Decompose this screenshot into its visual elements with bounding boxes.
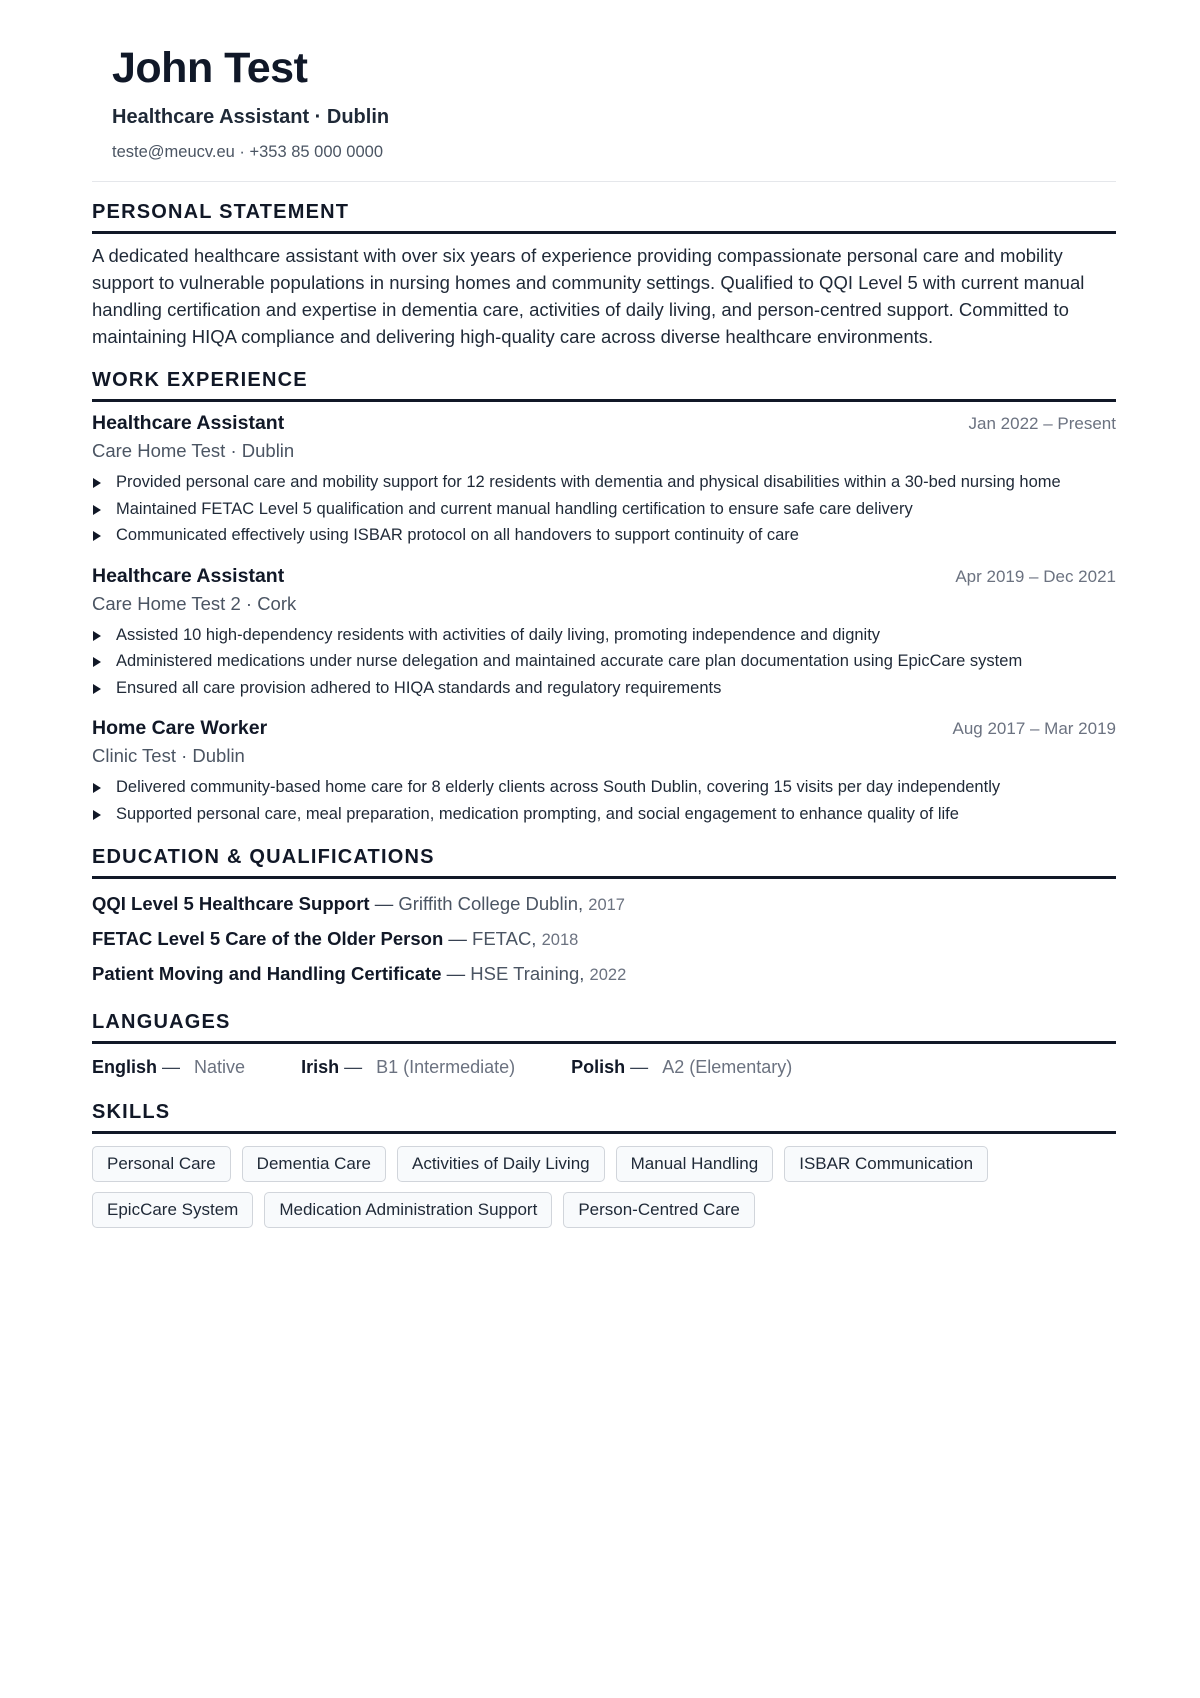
job-title: Home Care Worker (92, 717, 268, 739)
job-title: Healthcare Assistant (92, 412, 285, 434)
education-item (92, 887, 1116, 922)
bullet-text: Provided personal care and mobility support for 12 residents with dementia and physical disabilities within a 30-bed nursing home (116, 473, 1061, 491)
job-header (92, 715, 1116, 742)
job-entry (92, 715, 1116, 827)
job-header (92, 563, 1116, 590)
job-bullet (92, 774, 1116, 801)
language-item (92, 1052, 245, 1082)
skill-tag: EpicCare System (92, 1192, 253, 1228)
personal-statement-text: A dedicated healthcare assistant with over six years of experience providing compassionate personal care and mobility support to vulnerable populations in nursing homes and community settings. Qualified to QQI Level 5 with current manual handling certification and expertise in dementia care, activities of daily living, and person-centred support. Committed to maintaining HIQA compliance and delivering high-quality care across diverse healthcare environments. (92, 245, 1085, 347)
bullet-text: Delivered community-based home care for 8 elderly clients across South Dublin, covering 15 visits per day independently (116, 778, 1001, 796)
job-bullet (92, 648, 1116, 675)
qualification-year: 2018 (541, 931, 579, 949)
separator-dash: — (441, 963, 471, 984)
skill-tag: Dementia Care (242, 1146, 386, 1182)
triangle-right-icon (93, 505, 101, 515)
bullet-text: Maintained FETAC Level 5 qualification and current manual handling certification to ensure safe care delivery (116, 499, 913, 518)
language-name: Irish (301, 1057, 340, 1077)
separator-dash: — (369, 893, 399, 914)
job-dates: Aug 2017 – Mar 2019 (952, 719, 1116, 738)
language-level: Native (194, 1057, 246, 1077)
job-bullet (92, 496, 1116, 523)
section-title: EDUCATION & QUALIFICATIONS (92, 843, 1116, 879)
institution-name: Griffith College Dublin, (398, 893, 584, 914)
language-name: English (92, 1057, 158, 1077)
job-dates: Apr 2019 – Dec 2021 (955, 566, 1116, 586)
separator-dash: — (625, 1057, 649, 1077)
skill-tag: Person-Centred Care (563, 1192, 755, 1228)
job-bullets (92, 622, 1116, 702)
job-bullet (92, 675, 1116, 702)
resume-header (112, 40, 1116, 164)
language-name: Polish (571, 1057, 626, 1077)
bullet-text: Supported personal care, meal preparation, medication prompting, and social engagement to enhance quality of life (116, 804, 959, 823)
bullet-text: Administered medications under nurse delegation and maintained accurate care plan documentation using EpicCare system (116, 652, 1023, 670)
job-bullet (92, 522, 1116, 549)
language-item (571, 1052, 792, 1082)
job-bullets (92, 469, 1116, 549)
languages-section (92, 1008, 1116, 1082)
section-title: SKILLS (92, 1098, 1116, 1134)
work-experience-section (92, 366, 1116, 827)
separator-dash: — (443, 928, 473, 949)
job-header (92, 410, 1116, 437)
skill-tag: Activities of Daily Living (397, 1146, 605, 1182)
language-level: B1 (Intermediate) (376, 1057, 516, 1077)
job-bullets (92, 774, 1116, 827)
triangle-right-icon (93, 478, 101, 488)
language-item (301, 1052, 515, 1082)
section-title: PERSONAL STATEMENT (92, 198, 1116, 234)
institution-name: HSE Training, (470, 963, 585, 984)
skill-tag: Personal Care (92, 1146, 231, 1182)
triangle-right-icon (93, 631, 101, 641)
job-organization: Care Home Test 2 · Cork (92, 592, 297, 614)
skill-tag: Medication Administration Support (264, 1192, 552, 1228)
qualification-year: 2022 (589, 966, 627, 984)
job-dates: Jan 2022 – Present (968, 414, 1116, 433)
contact-line: teste@meucv.eu · +353 85 000 0000 (112, 143, 384, 161)
candidate-headline: Healthcare Assistant · Dublin (112, 106, 390, 128)
job-bullet (92, 622, 1116, 649)
job-bullet (92, 469, 1116, 496)
bullet-text: Ensured all care provision adhered to HIQA standards and regulatory requirements (116, 678, 722, 697)
qualification-year: 2017 (588, 896, 625, 914)
qualification-title: QQI Level 5 Healthcare Support (92, 893, 370, 914)
section-title: LANGUAGES (92, 1008, 1116, 1044)
skills-list (92, 1146, 1116, 1238)
skill-tag: ISBAR Communication (784, 1146, 988, 1182)
separator-dash: — (157, 1057, 181, 1077)
qualification-title: FETAC Level 5 Care of the Older Person (92, 928, 444, 949)
qualification-title: Patient Moving and Handling Certificate (92, 963, 442, 984)
triangle-right-icon (93, 810, 101, 820)
language-level: A2 (Elementary) (662, 1057, 793, 1077)
triangle-right-icon (93, 531, 101, 541)
candidate-name: John Test (112, 44, 308, 92)
job-title: Healthcare Assistant (92, 564, 285, 587)
education-section (92, 843, 1116, 992)
job-bullet (92, 801, 1116, 828)
section-title: WORK EXPERIENCE (92, 366, 1116, 402)
education-item (92, 922, 1116, 957)
personal-statement-section (92, 198, 1116, 350)
triangle-right-icon (93, 684, 101, 694)
header-divider (92, 181, 1116, 182)
skill-tag: Manual Handling (616, 1146, 774, 1182)
bullet-text: Assisted 10 high-dependency residents with activities of daily living, promoting independence and dignity (116, 625, 881, 644)
skills-section (92, 1098, 1116, 1238)
resume-body (92, 198, 1116, 1254)
job-organization: Care Home Test · Dublin (92, 440, 295, 461)
job-entry (92, 563, 1116, 702)
languages-list (92, 1052, 1116, 1082)
education-item (92, 957, 1116, 992)
job-organization: Clinic Test · Dublin (92, 745, 245, 766)
separator-dash: — (339, 1057, 363, 1077)
triangle-right-icon (93, 783, 101, 793)
bullet-text: Communicated effectively using ISBAR protocol on all handovers to support continuity of care (116, 526, 799, 544)
triangle-right-icon (93, 657, 101, 667)
institution-name: FETAC, (472, 928, 537, 949)
job-entry (92, 410, 1116, 549)
